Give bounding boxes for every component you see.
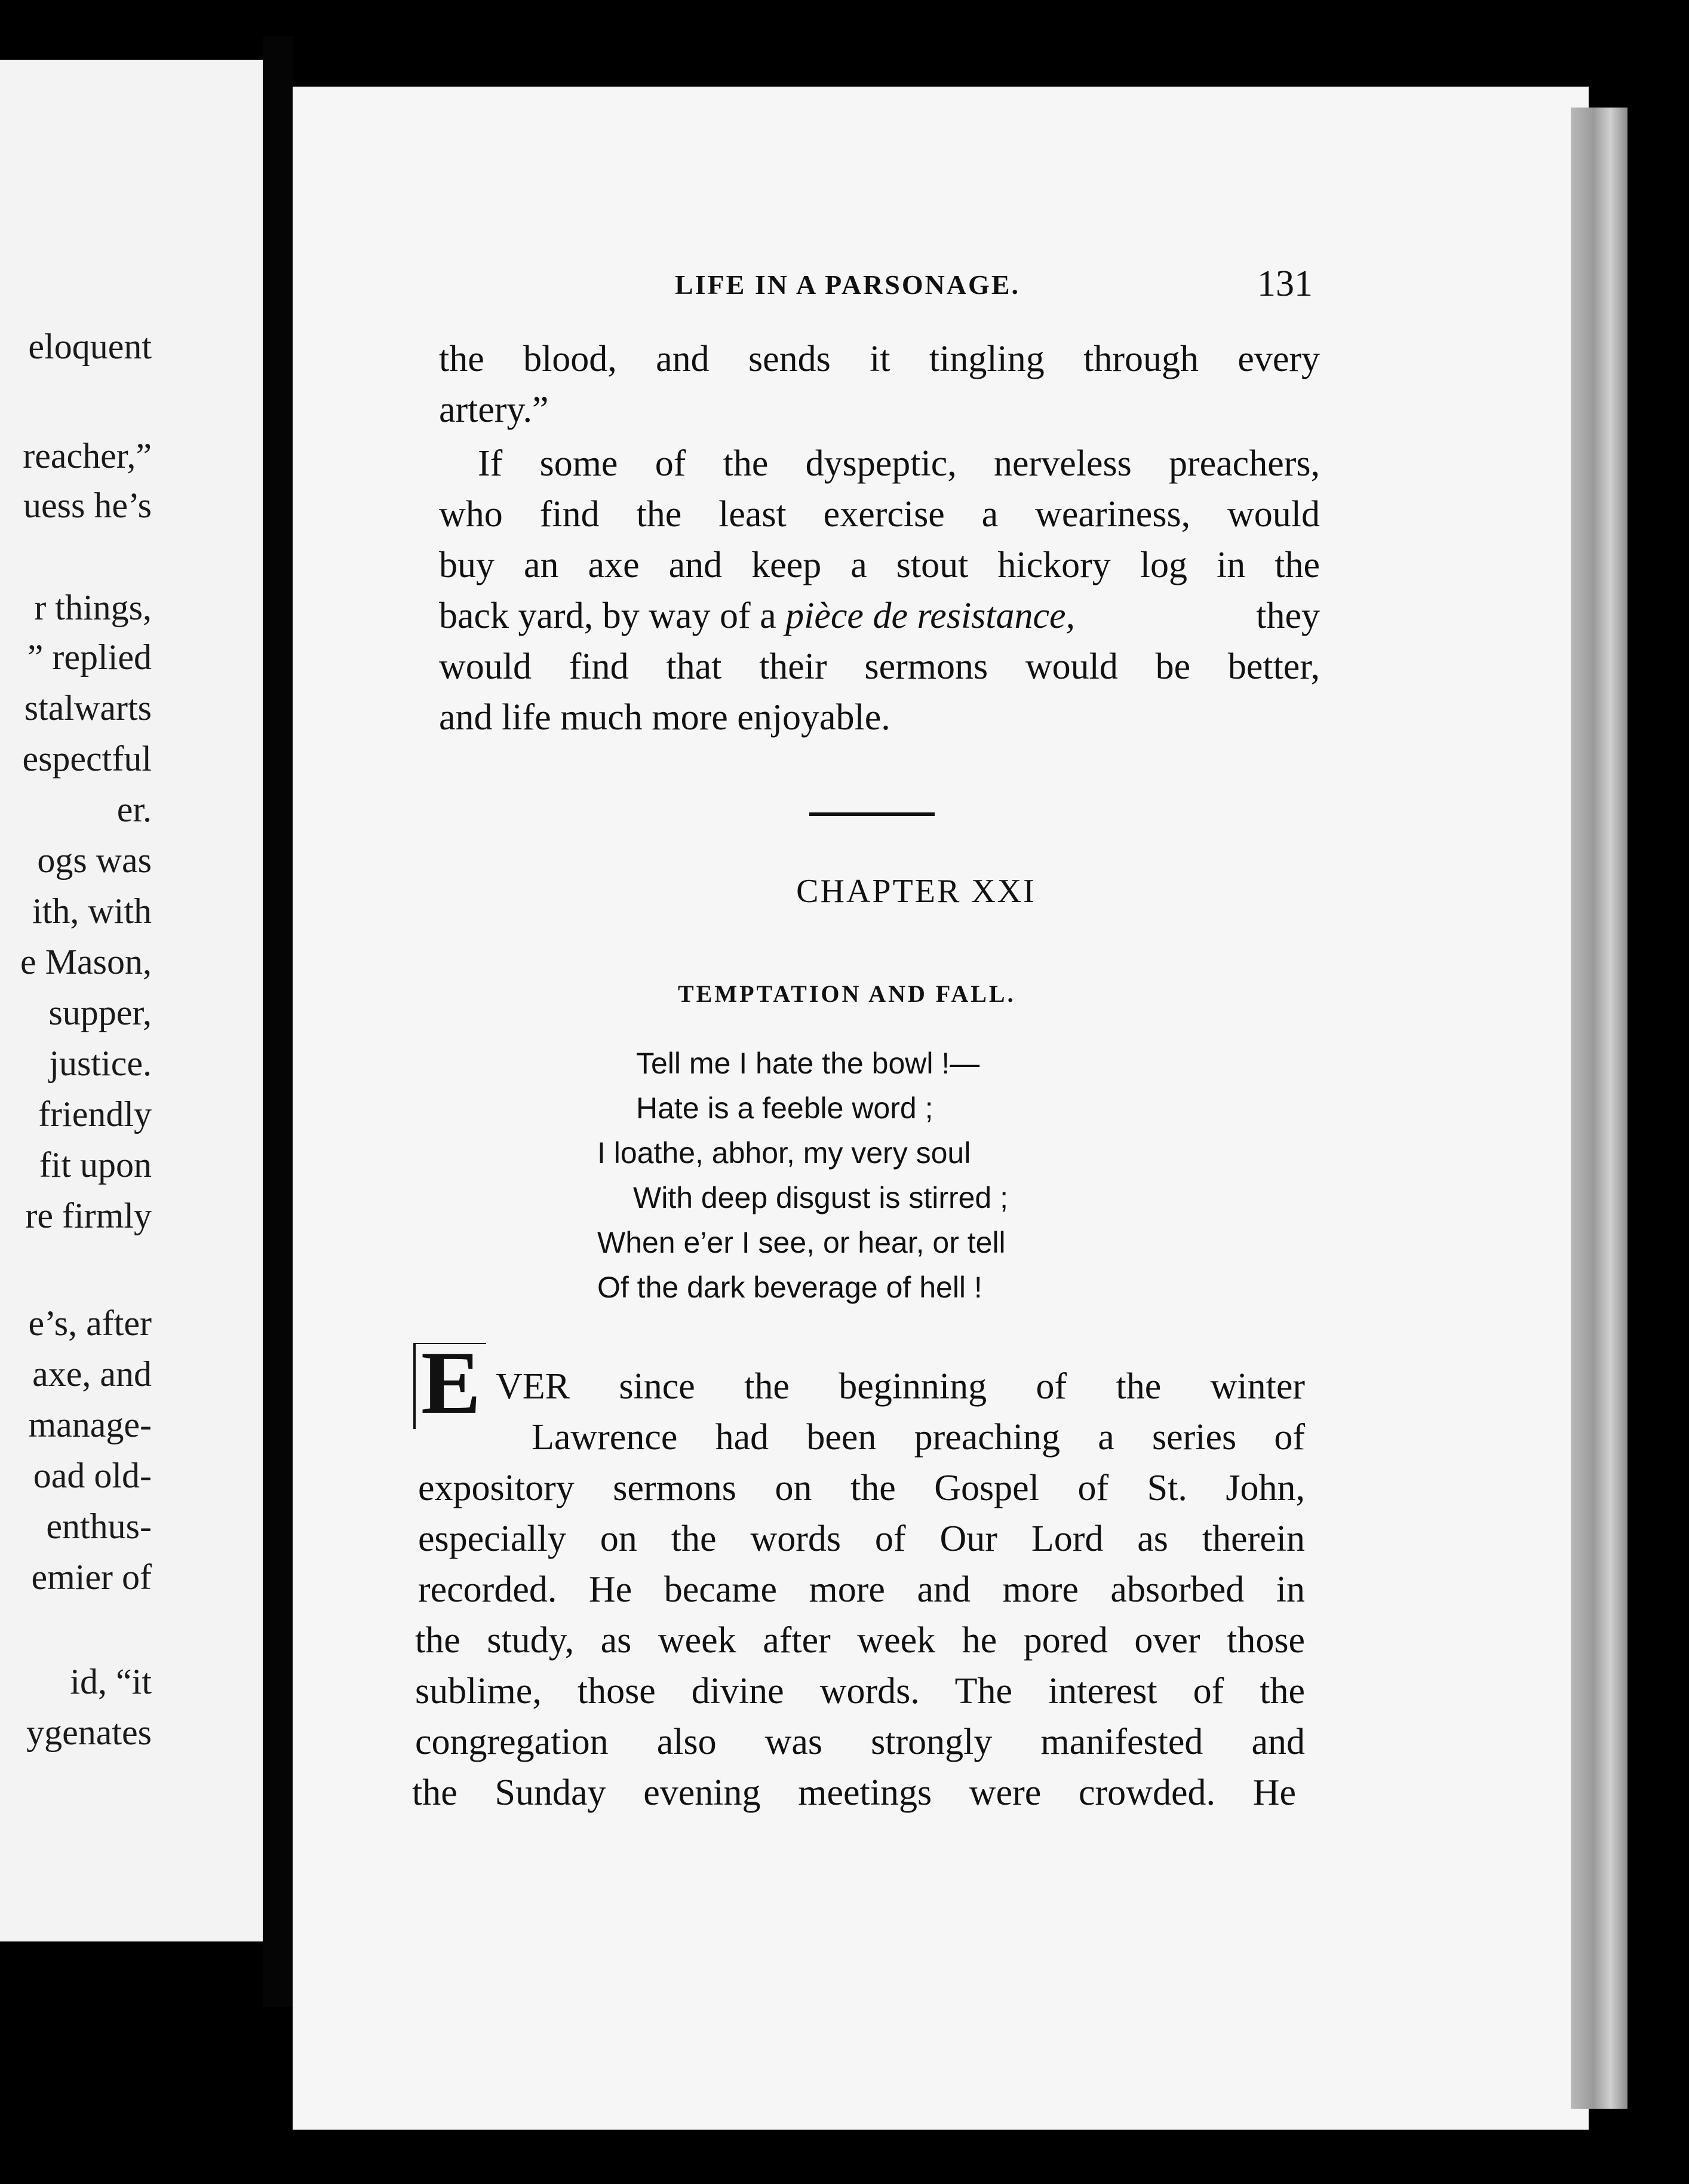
- section-divider: [809, 812, 935, 816]
- chapter-subtitle: TEMPTATION AND FALL.: [678, 980, 1016, 1007]
- text-line: the blood, and sends it tingling through every: [439, 339, 1320, 379]
- prev-page-fragment: r things,: [34, 588, 152, 627]
- prev-page-fragment: re firmly: [25, 1196, 152, 1235]
- verse-line: I loathe, abhor, my very soul: [597, 1136, 971, 1170]
- prev-page-fragment: espectful: [22, 739, 152, 778]
- text-line: and life much more enjoyable.: [439, 697, 890, 738]
- prev-page-fragment: friendly: [38, 1094, 152, 1134]
- prev-page-fragment: enthus-: [46, 1507, 152, 1546]
- prev-page-fragment: supper,: [48, 993, 152, 1032]
- verse-line: Hate is a feeble word ;: [636, 1091, 933, 1125]
- text-line: especially on the words of Our Lord as therein: [418, 1519, 1305, 1559]
- text-line: recorded. He became more and more absorbed in: [418, 1569, 1305, 1610]
- text-line: the Sunday evening meetings were crowded. He: [412, 1772, 1296, 1813]
- text-line: expository sermons on the Gospel of St. John,: [418, 1468, 1305, 1508]
- italic-phrase: pièce de resistance,: [785, 596, 1076, 636]
- text-line: buy an axe and keep a stout hickory log in the: [439, 545, 1320, 585]
- prev-page-fragment: reacher,”: [23, 436, 152, 476]
- prev-page-fragment: ygenates: [26, 1713, 152, 1752]
- text-line: VER since the beginning of the winter: [496, 1366, 1305, 1407]
- prev-page-fragment: oad old-: [33, 1456, 152, 1495]
- text-span: they: [1246, 596, 1320, 636]
- prev-page-fragment: axe, and: [32, 1354, 152, 1394]
- prev-page-fragment: e’s, after: [28, 1303, 152, 1343]
- text-line: artery.”: [439, 389, 549, 430]
- text-line: congregation also was strongly manifested and: [415, 1722, 1305, 1762]
- chapter-title: CHAPTER XXI: [796, 873, 1036, 910]
- prev-page-fragment: ” replied: [27, 637, 152, 677]
- prev-page-fragment: justice.: [49, 1044, 152, 1083]
- prev-page-fragment: fit upon: [39, 1145, 152, 1185]
- prev-page-fragment: ith, with: [32, 891, 152, 931]
- prev-page-fragment: uess he’s: [23, 486, 152, 525]
- prev-page-fragment: eloquent: [28, 327, 152, 366]
- prev-page-fragment: e Mason,: [20, 942, 152, 981]
- verse-line: Of the dark beverage of hell !: [597, 1271, 982, 1304]
- prev-page-fragment: stalwarts: [24, 688, 152, 728]
- prev-page-fragment: ogs was: [37, 841, 152, 880]
- verse-line: When e’er I see, or hear, or tell: [597, 1226, 1006, 1259]
- prev-page-fragment: emier of: [31, 1557, 152, 1597]
- text-line: Lawrence had been preaching a series of: [532, 1417, 1305, 1458]
- prev-page-fragment: id, “it: [70, 1662, 152, 1701]
- prev-page-fragment: manage-: [28, 1405, 152, 1444]
- text-line: the study, as week after week he pored over those: [415, 1620, 1305, 1661]
- text-line: would find that their sermons would be better,: [439, 646, 1320, 687]
- text-span: back yard, by way of a: [439, 596, 786, 636]
- text-line: [439, 597, 1320, 634]
- running-header: LIFE IN A PARSONAGE.: [675, 269, 1021, 300]
- page-number: 131: [1257, 263, 1313, 304]
- book-gutter: [263, 36, 293, 2007]
- drop-cap: E: [418, 1338, 484, 1428]
- text-line: If some of the dyspeptic, nerveless preachers,: [478, 443, 1320, 484]
- page-edge: [1571, 108, 1627, 2109]
- text-line: sublime, those divine words. The interest of the: [415, 1671, 1305, 1711]
- text-line: who find the least exercise a weariness, would: [439, 494, 1320, 535]
- previous-page: [0, 60, 263, 1941]
- verse-line: Tell me I hate the bowl !—: [636, 1047, 980, 1080]
- prev-page-fragment: er.: [116, 790, 152, 829]
- verse-line: With deep disgust is stirred ;: [633, 1181, 1009, 1214]
